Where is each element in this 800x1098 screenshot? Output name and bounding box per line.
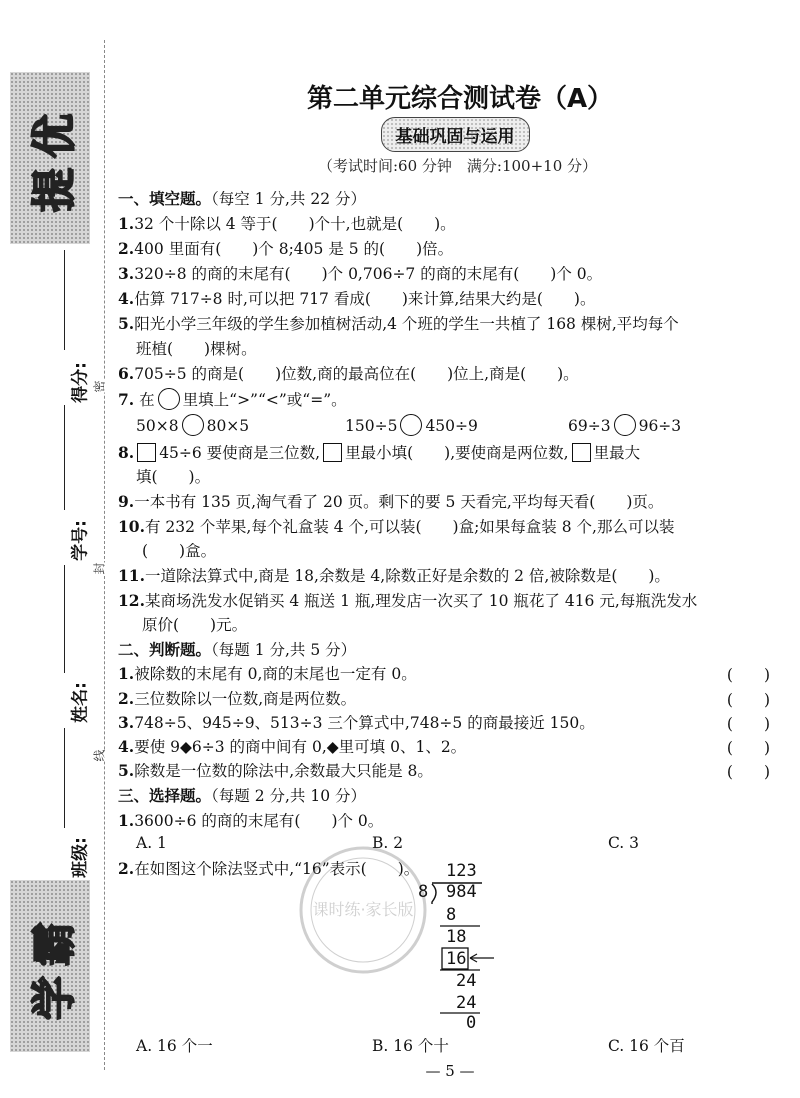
section-title: 一、填空题。	[118, 190, 212, 208]
answer-circle[interactable]	[400, 414, 422, 436]
top-banner-text: 提优	[29, 104, 80, 212]
section2-heading	[118, 639, 356, 661]
page-number: — 5 —	[425, 1062, 475, 1080]
divider	[64, 405, 65, 510]
question-9	[118, 491, 663, 513]
choice-1	[118, 810, 383, 832]
q-text: 705÷5 的商是( )位数,商的最高位在( )位上,商是( )。	[134, 365, 579, 383]
judge-answer-blank[interactable]: ( )	[726, 739, 770, 757]
q-num: 8.	[118, 443, 135, 462]
section-title: 三、选择题。	[118, 787, 212, 805]
question-4	[118, 288, 595, 310]
expr: 69÷3	[568, 417, 611, 435]
q-text: 3600÷6 的商的末尾有( )个 0。	[134, 812, 384, 830]
q-text: 三位数除以一位数,商是两位数。	[134, 690, 357, 708]
question-8-cont: 填( )。	[136, 468, 211, 486]
question-5	[118, 313, 679, 335]
q-text: 有 232 个苹果,每个礼盒装 4 个,可以装( )盒;如果每盒装 8 个,那么可以装	[144, 518, 675, 536]
q-num: 5.	[118, 761, 135, 780]
q-num: 2.	[118, 239, 135, 258]
question-3	[118, 263, 602, 285]
judge-answer-blank[interactable]: ( )	[726, 715, 770, 733]
long-division-diagram	[410, 856, 510, 1031]
q-num: 1.	[118, 664, 135, 683]
judge-answer-blank[interactable]: ( )	[726, 691, 770, 709]
q-num: 6.	[118, 364, 135, 383]
divisor: 8	[418, 882, 429, 902]
q-text: 被除数的末尾有 0,商的末尾也一定有 0。	[134, 665, 417, 683]
q-num: 11.	[118, 566, 145, 585]
expr: 450÷9	[425, 417, 478, 435]
choice-1-option-a[interactable]: A. 1	[136, 834, 167, 852]
divider	[64, 728, 65, 828]
question-12-cont: 原价( )元。	[142, 616, 248, 634]
q-text: 748÷5、945÷9、513÷3 三个算式中,748÷5 的商最接近 150。	[134, 714, 595, 732]
score-label: 得分:	[70, 362, 91, 403]
judge-1	[118, 663, 417, 685]
answer-circle[interactable]	[614, 414, 636, 436]
bottom-banner-text: 学霸	[29, 912, 80, 1020]
q-text: 里填上“>”“<”或“=”。	[182, 391, 347, 409]
section1-heading	[118, 188, 366, 210]
q-text: 里最小填( ),要使商是两位数,	[345, 444, 569, 462]
exam-info: （考试时间:60 分钟 满分:100+10 分）	[317, 157, 598, 175]
step-remainder-2: 24	[456, 971, 477, 991]
expr: 80×5	[206, 417, 250, 435]
bottom-banner	[10, 880, 90, 1052]
q-text: 32 个十除以 4 等于( )个十,也就是( )。	[134, 215, 456, 233]
q-text: 阳光小学三年级的学生参加植树活动,4 个班的学生一共植了 168 棵树,平均每个	[134, 315, 679, 333]
q-num: 7.	[118, 390, 135, 409]
judge-3	[118, 712, 595, 734]
divider	[64, 565, 65, 673]
compare-1	[136, 414, 249, 437]
expr: 96÷3	[638, 417, 682, 435]
question-11	[118, 565, 670, 587]
step-product-2: 16	[446, 949, 467, 969]
expr: 150÷5	[345, 417, 398, 435]
step-product-1: 8	[446, 905, 457, 925]
q-text: 一本书有 135 页,淘气看了 20 页。剩下的要 5 天看完,平均每天看( )页。	[134, 493, 664, 511]
q-num: 5.	[118, 314, 135, 333]
student-id-label: 学号:	[70, 520, 91, 561]
q-num: 3.	[118, 264, 135, 283]
q-text: 估算 717÷8 时,可以把 717 看成( )来计算,结果大约是( )。	[134, 290, 596, 308]
quotient: 123	[446, 861, 477, 881]
judge-answer-blank[interactable]: ( )	[726, 666, 770, 684]
judge-4	[118, 736, 466, 758]
question-6	[118, 363, 579, 385]
section-note: （每题 2 分,共 10 分）	[211, 787, 366, 805]
q-num: 3.	[118, 713, 135, 732]
q-text: 要使 9◆6÷3 的商中间有 0,◆里可填 0、1、2。	[134, 738, 467, 756]
step-remainder-1: 18	[446, 927, 467, 947]
class-label: 班级:	[70, 837, 91, 878]
square-blank-icon	[137, 443, 156, 462]
question-5-cont: 班植( )棵树。	[136, 340, 257, 358]
fold-mark-seal: 密	[92, 380, 107, 393]
judge-answer-blank[interactable]: ( )	[726, 763, 770, 781]
section-title: 二、判断题。	[118, 641, 212, 659]
q-num: 10.	[118, 517, 145, 536]
question-7	[118, 388, 347, 411]
name-label: 姓名:	[70, 682, 91, 723]
q-num: 2.	[118, 689, 135, 708]
question-1	[118, 213, 456, 235]
answer-circle[interactable]	[182, 414, 204, 436]
section3-heading	[118, 785, 366, 807]
expr: 50×8	[136, 417, 179, 435]
dividend: 984	[446, 882, 477, 902]
question-8	[118, 442, 640, 464]
circle-blank-icon	[158, 388, 180, 410]
q-num: 2.	[118, 859, 135, 878]
q-num: 1.	[118, 214, 135, 233]
q-text: 400 里面有( )个 8;405 是 5 的( )倍。	[134, 240, 454, 258]
choice-2-option-a[interactable]: A. 16 个一	[136, 1037, 213, 1055]
q-num: 4.	[118, 289, 135, 308]
q-num: 12.	[118, 591, 145, 610]
watermark-text: 课时练·家长版	[312, 900, 414, 919]
fold-line	[104, 40, 105, 1070]
final-remainder: 0	[466, 1013, 477, 1031]
section-note: （每空 1 分,共 22 分）	[211, 190, 366, 208]
question-10-cont: ( )盒。	[142, 542, 217, 560]
section-note: （每题 1 分,共 5 分）	[211, 641, 357, 659]
judge-2	[118, 688, 356, 710]
q-text: 在	[139, 391, 155, 409]
choice-1-option-b[interactable]: B. 2	[372, 834, 404, 852]
square-blank-icon	[323, 443, 342, 462]
q-num: 4.	[118, 737, 135, 756]
square-blank-icon	[572, 443, 591, 462]
choice-2-option-c[interactable]: C. 16 个百	[608, 1037, 685, 1055]
q-text: 一道除法算式中,商是 18,余数是 4,除数正好是余数的 2 倍,被除数是( )。	[144, 567, 670, 585]
step-product-3: 24	[456, 993, 477, 1013]
question-12	[118, 590, 697, 612]
q-text: 45÷6 要使商是三位数,	[159, 444, 321, 462]
choice-1-option-c[interactable]: C. 3	[608, 834, 640, 852]
subtitle-badge: 基础巩固与运用	[381, 117, 530, 152]
fold-mark-line: 线	[92, 749, 107, 762]
q-text: 某商场洗发水促销买 4 瓶送 1 瓶,理发店一次买了 10 瓶花了 416 元,每瓶洗发水	[144, 592, 698, 610]
q-text: 在如图这个除法竖式中,“16”表示( )。	[134, 860, 420, 878]
division-bracket	[432, 884, 436, 904]
q-num: 9.	[118, 492, 135, 511]
page-title: 第二单元综合测试卷（A）	[306, 84, 614, 114]
compare-3	[568, 414, 681, 437]
q-text: 320÷8 的商的末尾有( )个 0,706÷7 的商的末尾有( )个 0。	[134, 265, 603, 283]
divider	[64, 250, 65, 350]
question-10	[118, 516, 674, 538]
judge-5	[118, 760, 433, 782]
q-text: 里最大	[593, 444, 641, 462]
q-num: 1.	[118, 811, 135, 830]
choice-2-option-b[interactable]: B. 16 个十	[372, 1037, 449, 1055]
question-2	[118, 238, 453, 260]
q-text: 除数是一位数的除法中,余数最大只能是 8。	[134, 762, 433, 780]
fold-mark-closure: 封	[92, 562, 107, 575]
compare-2	[345, 414, 478, 437]
